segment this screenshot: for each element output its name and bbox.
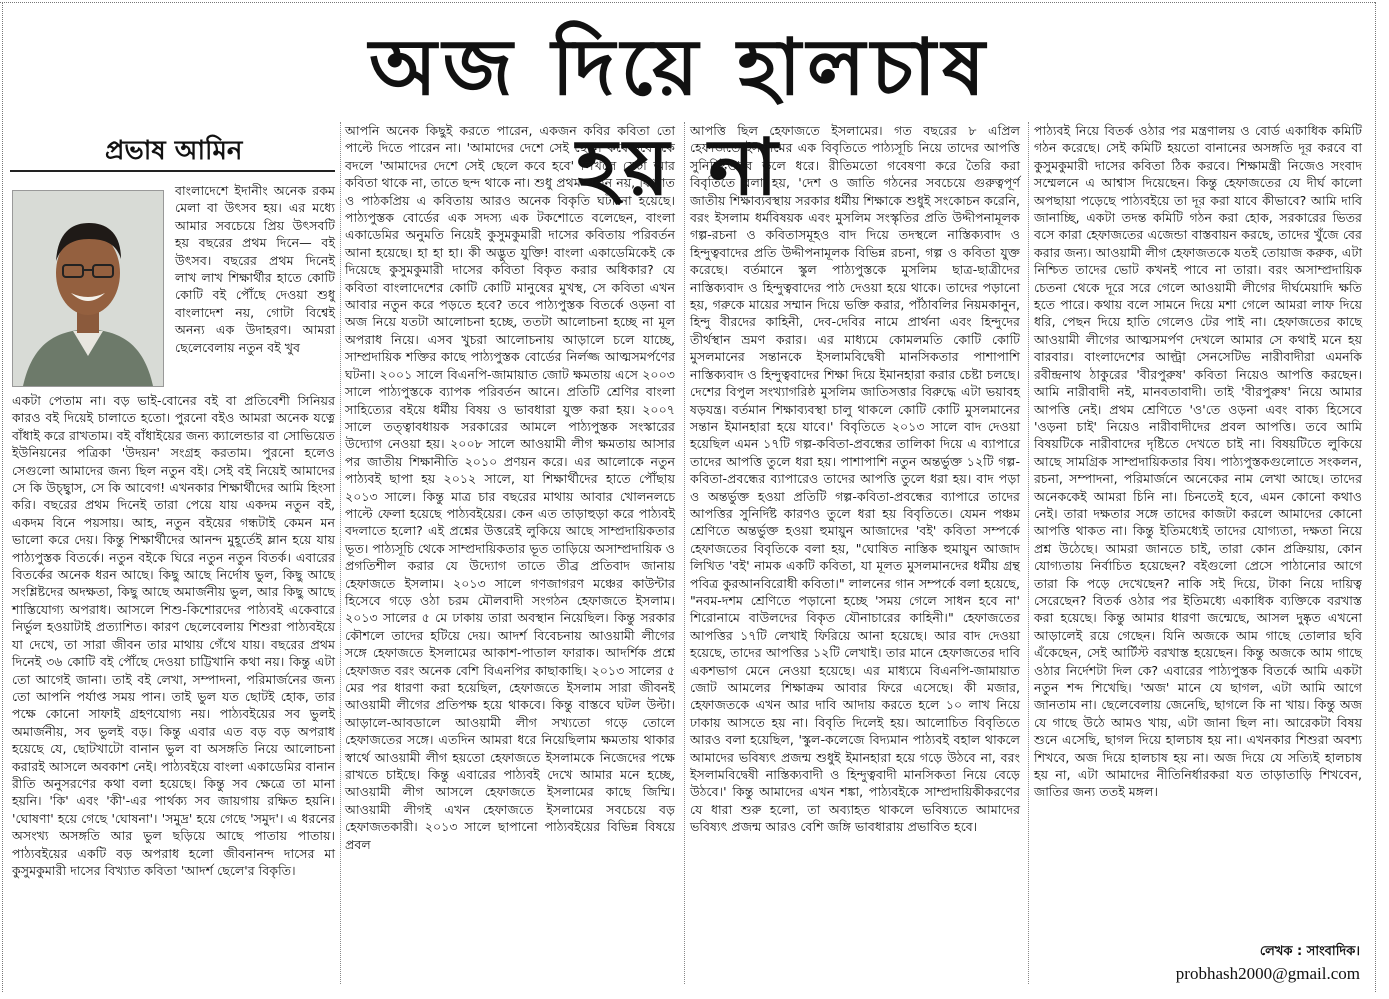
- page-border-right: [1375, 2, 1376, 992]
- author-photo: [12, 190, 164, 387]
- article-column-4: [1034, 122, 1362, 801]
- article-column-3: [690, 122, 1020, 836]
- article-column-2: [345, 122, 675, 853]
- author-portrait-icon: [13, 191, 163, 386]
- author-byline: প্রভাষ আমিন: [105, 136, 243, 166]
- article-paragraph: একটা পেতাম না। বড় ভাই-বোনের বই বা প্রতিবেশী সিনিয়র কারও বই দিয়েই চালাতে হতো। পুরনো বইও আমরা অনেক যত্নে বাঁধাই করে রাখতাম। বই বাঁধাইয়ের জন্য ক্যালেন্ডার বা সোভিয়েত ইউনিয়নের পত্রিকা 'উদয়ন' সংগ্রহ করতাম। পুরনো হলেও সেগুলো আমাদের জন্য ছিল নতুন বই। সেই বই নিয়েই আমাদের সে কি উচ্ছ্বাস, সে কি আবেগ! এখনকার শিক্ষার্থীদের আমি হিংসা করি। বছরের প্রথম দিনেই তারা পেয়ে যায় একদম নতুন বই, একদম বিনে পয়সায়। আহ, নতুন বইয়ের গন্ধটাই কেমন মন ভালো করে দেয়। কিন্তু শিক্ষার্থীদের আনন্দ মুহূর্তেই ম্লান হয়ে যায় পাঠ্যপুস্তক বিতর্কে। নতুন বইকে ঘিরে নতুন নতুন বিতর্ক। এবারের বিতর্কের অনেক ধরন আছে। কিছু আছে নির্দোষ ভুল, কিছু আছে সংশ্লিষ্টদের অদক্ষতা, কিছু আছে অমার্জনীয় ভুল, আর কিছু আছে শাস্তিযোগ্য অপরাধ। আসলে শিশু-কিশোরদের পাঠ্যবই একেবারে নির্ভুল হওয়াটাই প্রত্যাশিত। কারণ ছেলেবেলায় শিশুরা পাঠ্যবইয়ে যা দেখে, তা সারা জীবন তার মাথায় গেঁথে যায়। বছরের প্রথম দিনেই ৩৬ কোটি বই পৌঁছে দেওয়া চাট্টিখানি কথা নয়। কিন্তু এটা তো আগেই জানা। তাই বই লেখা, সম্পাদনা, পরিমার্জনের জন্য তো আপনি পর্যাপ্ত সময় পান। তাই ভুল যত ছোটই হোক, তার পক্ষে কোনো সাফাই গ্রহণযোগ্য নয়। পাঠ্যবইয়ের সব ভুলই অমার্জনীয়, সব ভুলই বড়। কিন্তু এবার এত বড় বড় অপরাধ হয়েছে যে, ছোটখাটো বানান ভুল বা অসঙ্গতি নিয়ে আলোচনা করারই আসলে অবকাশ নেই। পাঠ্যবইয়ে বাংলা একাডেমির বানান রীতি অনুসরণের কথা বলা হয়েছে। কিন্তু সব ক্ষেত্রে তা মানা হয়নি। 'কি' এবং 'কী'-এর পার্থক্য সব জায়গায় রক্ষিত হয়নি। 'ঘোষণা' হয়ে গেছে 'ঘোষনা'। 'সমুদ্র' হয়ে গেছে 'সমুদ'। এ ধরনের অসংখ্য অসঙ্গতি আর ভুল ছড়িয়ে আছে পাতায় পাতায়। পাঠ্যবইয়ের একটি বড় অপরাধ হলো জীবনানন্দ দাসের মা কুসুমকুমারী দাসের বিখ্যাত কবিতা 'আদর্শ ছেলে'র বিকৃতি।: [12, 393, 335, 878]
- column-divider: [684, 122, 685, 984]
- column-divider: [1028, 122, 1029, 984]
- article-paragraph: আপত্তি ছিল হেফাজতে ইসলামের। গত বছরের ৮ এপ্রিল হেফাজতে ইসলামের এক বিবৃতিতে পাঠ্যসূচি নিয়ে তাদের আপত্তি সুনির্দিষ্টভাবে তুলে ধরে। রীতিমতো গবেষণা করে তৈরি করা বিবৃতিতে বলা হয়, 'দেশ ও জাতি গঠনের সবচেয়ে গুরুত্বপূর্ণ জাতীয় শিক্ষাব্যবস্থায় সরকার ধর্মীয় শিক্ষাকে শুধুই সংকোচন করেনি, বরং ইসলাম ধর্মবিষয়ক এবং মুসলিম সংস্কৃতির প্রতি উদ্দীপনামূলক গল্প-রচনা ও কবিতাসমূহও বাদ দিয়ে তদস্থলে নাস্তিক্যবাদ ও হিন্দুত্ববাদের প্রতি উদ্দীপনামূলক বিভিন্ন রচনা, গল্প ও কবিতা যুক্ত করেছে। বর্তমানে স্কুল পাঠ্যপুস্তকে মুসলিম ছাত্র-ছাত্রীদের নাস্তিক্যবাদ ও হিন্দুত্ববাদের পাঠ দেওয়া হয়ে থাকে। তাদের পড়ানো হয়, গরুকে মায়ের সম্মান দিয়ে ভক্তি করার, পাঁঠাবলির নিয়মকানুন, হিন্দু বীরদের কাহিনী, দেব-দেবির নামে প্রার্থনা এবং হিন্দুদের তীর্থস্থান ভ্রমণ করার। এর মাধ্যমে কোমলমতি কোটি কোটি মুসলমানের সন্তানকে ইসলামবিদ্বেষী মানসিকতার পাশাপাশি নাস্তিক্যবাদ ও হিন্দুত্ববাদের শিক্ষা দিয়ে ইমানহারা করার চেষ্টা চলছে। দেশের বিপুল সংখ্যাগরিষ্ঠ মুসলিম জাতিসত্তার বিরুদ্ধে এটা ভয়াবহ ষড়যন্ত্র। বর্তমান শিক্ষাব্যবস্থা চালু থাকলে কোটি কোটি মুসলমানের সন্তান ইমানহারা হয়ে যাবে।' বিবৃতিতে ২০১৩ সালে বাদ দেওয়া হয়েছিল এমন ১৭টি গল্প-কবিতা-প্রবন্ধের তালিকা দিয়ে এ ব্যাপারে তাদের আপত্তি তুলে ধরা হয়। পাশাপাশি নতুন অন্তর্ভুক্ত ১২টি গল্প-কবিতা-প্রবন্ধের ব্যাপারেও তাদের আপত্তি তুলে ধরা হয়। বাদ পড়া ও অন্তর্ভুক্ত হওয়া প্রতিটি গল্প-কবিতা-প্রবন্ধের ব্যাপারে তাদের আপত্তির সুনির্দিষ্ট কারণও তুলে ধরা হয় বিবৃতিতে। যেমন পঞ্চম শ্রেণিতে অন্তর্ভুক্ত হওয়া হুমায়ুন আজাদের 'বই' কবিতা সম্পর্কে হেফাজতের বিবৃতিকে বলা হয়, "ঘোষিত নাস্তিক হুমায়ুন আজাদ লিখিত 'বই' নামক একটি কবিতা, যা মূলত মুসলমানদের ধর্মীয় গ্রন্থ পবিত্র কুরআনবিরোধী কবিতা।" লালনের গান সম্পর্কে বলা হয়েছে, "নবম-দশম শ্রেণিতে পড়ানো হচ্ছে 'সময় গেলে সাধন হবে না' শিরোনামে বাউলদের বিকৃত যৌনাচারের কাহিনী।" হেফাজতের আপত্তির ১৭টি লেখাই ফিরিয়ে আনা হয়েছে। আর বাদ দেওয়া হয়েছে, তাদের আপত্তির ১২টি লেখাই। তার মানে হেফাজতের দাবি একশভাগ মেনে নেওয়া হয়েছে। এর মাধ্যমে বিএনপি-জামায়াত জোট আমলের শিক্ষাক্রম আবার ফিরে এসেছে। কী মজার, হেফাজতকে এখন আর দাবি আদায় করতে হলে ১০ লাখ নিয়ে ঢাকায় আসতে হয় না। বিবৃতি দিলেই হয়। আলোচিত বিবৃতিতে আরও বলা হয়েছিল, 'স্কুল-কলেজে বিদ্যমান পাঠ্যবই বহাল থাকলে আমাদের ভবিষ্যৎ প্রজন্ম শুধুই ইমানহারা হয়ে গড়ে উঠবে না, বরং ইসলামবিদ্বেষী নাস্তিক্যবাদী ও হিন্দুত্ববাদী মানসিকতা নিয়ে বেড়ে উঠবে।' কিন্তু আমাদের এখন শঙ্কা, পাঠ্যবইকে সাম্প্রদায়িকীকরণের যে ধারা শুরু হলো, তা অব্যাহত থাকলে ভবিষ্যতে আমাদের ভবিষ্যৎ প্রজন্ম আরও বেশি জঙ্গি ভাবধারায় প্রভাবিত হবে।: [690, 123, 1020, 835]
- page-border-top: [0, 2, 1375, 3]
- author-designation: লেখক : সাংবাদিক।: [1259, 944, 1360, 959]
- column-divider: [340, 122, 341, 984]
- author-email[interactable]: probhash2000@gmail.com: [1175, 964, 1360, 983]
- page-border-left: [2, 2, 3, 992]
- article-paragraph: বাংলাদেশে ইদানীং অনেক রকম মেলা বা উৎসব হয়। এর মধ্যে আমার সবচেয়ে প্রিয় উৎসবটি হয় বছরের প্রথম দিনে— বই উৎসব। বছরের প্রথম দিনেই লাখ লাখ শিক্ষার্থীর হাতে কোটি কোটি বই পৌঁছে দেওয়া শুধু বাংলাদেশ নয়, গোটা বিশ্বেই অনন্য এক উদাহরণ। আমরা ছেলেবেলায় নতুন বই খুব: [175, 183, 335, 355]
- byline-rule: [10, 170, 335, 172]
- article-headline: অজ দিয়ে হালচাষ হয় না: [369, 22, 991, 213]
- article-paragraph: পাঠ্যবই নিয়ে বিতর্ক ওঠার পর মন্ত্রণালয় ও বোর্ড একাধিক কমিটি গঠন করেছে। সেই কমিটি হয়তো বানানের অসঙ্গতি দূর করবে বা কুসুমকুমারী দাসের কবিতা ঠিক করবে। শিক্ষামন্ত্রী নিজেও সংবাদ সম্মেলনে এ আশ্বাস দিয়েছেন। কিন্তু হেফাজতের যে দীর্ঘ কালো অপছায়া পড়েছে পাঠ্যবইয়ে তা দূর করা যাবে কীভাবে? আমি দাবি জানাচ্ছি, একটা তদন্ত কমিটি গঠন করা হোক, সরকারের ভিতর বসে কারা হেফাজতের এজেন্ডা বাস্তবায়ন করছে, তাদের খুঁজে বের করার জন্য। আওয়ামী লীগ হেফাজতকে যতই তোয়াজ করুক, এটা নিশ্চিত তাদের ভোট কখনই পাবে না তারা। বরং অসাম্প্রদায়িক চেতনা থেকে দূরে সরে গেলে আওয়ামী লীগের দীর্ঘমেয়াদি ক্ষতি হতে পারে। কথায় বলে সামনে দিয়ে মশা গেলে আমরা লাফ দিয়ে ধরি, পেছন দিয়ে হাতি গেলেও টের পাই না। হেফাজতের কাছে আওয়ামী লীগের আত্মসমর্পণ দেখলে আমার সে কথাই মনে হয় বারবার। বাংলাদেশের আল্ট্রা সেনসেটিভ নারীবাদীরা এমনকি রবীন্দ্রনাথ ঠাকুরের 'বীরপুরুষ' কবিতা নিয়েও আপত্তি করছেন। আমি নারীবাদী নই, মানবতাবাদী। তাই 'বীরপুরুষ' নিয়ে আমার আপত্তি নেই। প্রথম শ্রেণিতে 'ও'তে ওড়না এবং বাক্য হিসেবে 'ওড়না চাই' নিয়েও নারীবাদীদের প্রবল আপত্তি। তবে আমি বিষয়টিকে নারীবাদের দৃষ্টিতে দেখতে চাই না। বিষয়টিতে লুকিয়ে আছে সামগ্রিক সাম্প্রদায়িকতার বিষ। পাঠ্যপুস্তকগুলোতে সংকলন, রচনা, সম্পাদনা, পরিমার্জনে অনেকের নাম লেখা আছে। তাদের অনেককেই আমরা চিনি না। চিনতেই হবে, এমন কোনো কথাও নেই। তারা দক্ষতার সঙ্গে তাদের কাজটা করলে আমাদের কোনো আপত্তি থাকত না। কিন্তু ইতিমধ্যেই তাদের যোগ্যতা, দক্ষতা নিয়ে প্রশ্ন উঠেছে। আমরা জানতে চাই, তারা কোন প্রক্রিয়ায়, কোন যোগ্যতায় নির্বাচিত হয়েছেন? বইগুলো প্রেসে পাঠানোর আগে তারা কি পড়ে দেখেছেন? নাকি সই দিয়ে, টাকা নিয়ে দায়িত্ব সেরেছেন? বিতর্ক ওঠার পর ইতিমধ্যে একাধিক ব্যক্তিকে বরখাস্ত করা হয়েছে। কিন্তু আমার ধারণা জন্মেছে, আসল দুষ্কৃত এখনো আড়ালেই রয়ে গেছেন। যিনি অজকে আম গাছে তোলার ছবি এঁকেছেন, সেই আর্টিস্ট বরখাস্ত হয়েছেন। কিন্তু অজকে আম গাছে ওঠার নির্দেশটা দিল কে? এবারের পাঠ্যপুস্তক বিতর্কে আমি একটা নতুন শব্দ শিখেছি। 'অজ' মানে যে ছাগল, এটা আমি আগে জানতাম না। ছেলেবেলায় জেনেছি, ছাগলে কি না খায়। কিন্তু অজ যে গাছে উঠে আমও খায়, এটা জানা ছিল না। আরেকটা বিষয় শুনে এসেছি, ছাগল দিয়ে হালচাষ হয় না। এখনকার শিশুরা অবশ্য শিখবে, অজ দিয়ে হালচাষ হয় না। অজ দিয়ে যে সত্যিই হালচাষ হয় না, এটা আমাদের নীতিনির্ধারকরা যত তাড়াতাড়ি শিখবেন, জাতির জন্য ততই মঙ্গল।: [1034, 123, 1362, 800]
- article-column-1-bottom: [12, 392, 335, 879]
- article-paragraph: আপনি অনেক কিছুই করতে পারেন, একজন কবির কবিতা তো পাল্টে দিতে পারেন না। 'আমাদের দেশে সেই ছেলে কবে হবে' কে বদলে 'আমাদের দেশে সেই ছেলে কবে হবে' লিখলে সেটা আর কবিতা থাকে না, তাতে ছন্দ থাকে না। শুধু প্রথম লাইন নয়, বিখ্যাত ও পাঠকপ্রিয় এ কবিতায় আরও অনেক বিকৃতি ঘটানো হয়েছে। পাঠ্যপুস্তক বোর্ডের এক সদস্য এক টকশোতে বলেছেন, বাংলা একাডেমির অনুমতি নিয়েই কুসুমকুমারী দাসের কবিতায় পরিবর্তন আনা হয়েছে। হা হা হা। কী অদ্ভুত যুক্তি! বাংলা একাডেমিকেই কে দিয়েছে কুসুমকুমারী দাসের কবিতা বিকৃত করার অধিকার? যে কবিতা বাংলাদেশের কোটি কোটি মানুষের মুখস্থ, সে কবিতা এখন আবার নতুন করে পড়তে হবে? তবে পাঠ্যপুস্তক বিতর্কে ওড়না বা অজ নিয়ে যতটা আলোচনা হচ্ছে, ততটা আলোচনা হচ্ছে না মূল অপরাধ নিয়ে। এসব খুচরা আলোচনায় আড়ালে চলে যাচ্ছে, সাম্প্রদায়িক শক্তির কাছে পাঠ্যপুস্তক বোর্ডের নির্লজ্জ আত্মসমর্পণের ঘটনা। ২০০১ সালে বিএনপি-জামায়াত জোট ক্ষমতায় এসে ২০০৩ সালে পাঠ্যপুস্তকে ব্যাপক পরিবর্তন আনে। প্রতিটি শ্রেণির বাংলা সাহিত্যের বইয়ে ধর্মীয় বিষয় ও ভাবধারা যুক্ত করা হয়। ২০০৭ সালে তত্ত্বাবধায়ক সরকারের আমলে পাঠ্যপুস্তক সংস্কারের উদ্যোগ নেওয়া হয়। ২০০৮ সালে আওয়ামী লীগ ক্ষমতায় আসার পর জাতীয় শিক্ষানীতি ২০১০ প্রণয়ন করে। এর আলোকে নতুন পাঠ্যবই ছাপা হয় ২০১২ সালে, যা শিক্ষার্থীদের হাতে পৌঁছায় ২০১৩ সালে। কিন্তু মাত্র চার বছরের মাথায় আবার খোলনলচে পাল্টে ফেলা হয়েছে পাঠ্যবইয়ের। কেন এত তাড়াহুড়া করে পাঠ্যবই বদলাতে হলো? এই প্রশ্নের উত্তরেই লুকিয়ে আছে সাম্প্রদায়িকতার ভূত। পাঠ্যসূচি থেকে সাম্প্রদায়িকতার ভূত তাড়িয়ে অসাম্প্রদায়িক ও প্রগতিশীল করার যে উদ্যোগ তাতে তীব্র প্রতিবাদ জানায় হেফাজতে ইসলাম। ২০১৩ সালে গণজাগরণ মঞ্চের কাউন্টার হিসেবে গড়ে ওঠা চরম মৌলবাদী সংগঠন হেফাজতে ইসলাম। ২০১৩ সালের ৫ মে ঢাকায় তারা অবস্থান নিয়েছিল। কিন্তু সরকার কৌশলে তাদের হটিয়ে দেয়। আদর্শ বিবেচনায় আওয়ামী লীগের সঙ্গে হেফাজতে ইসলামের আকাশ-পাতাল ফারাক। আদর্শিক প্রশ্নে হেফাজত বরং অনেক বেশি বিএনপির কাছাকাছি। ২০১৩ সালের ৫ মের পর ধারণা করা হয়েছিল, হেফাজতে ইসলাম সারা জীবনই আওয়ামী লীগের প্রতিপক্ষ হয়ে থাকবে। কিন্তু বাস্তবে ঘটল উল্টা। আড়ালে-আবডালে আওয়ামী লীগ সখ্যতো গড়ে তোলে হেফাজতের সঙ্গে। এতদিন আমরা ধরে নিয়েছিলাম ক্ষমতায় থাকার স্বার্থে আওয়ামী লীগ হয়তো হেফাজতে ইসলামকে নিজেদের পক্ষে রাখতে চাইছে। কিন্তু এবারের পাঠ্যবই দেখে আমার মনে হচ্ছে, আওয়ামী লীগ আসলে হেফাজতে ইসলামের কাছে জিম্মি। আওয়ামী লীগই এখন হেফাজতে ইসলামের সবচেয়ে বড় হেফাজতকারী। ২০১৩ সালে ছাপানো পাঠ্যবইয়ের বিভিন্ন বিষয়ে প্রবল: [345, 123, 675, 852]
- article-column-1-top: [175, 182, 335, 356]
